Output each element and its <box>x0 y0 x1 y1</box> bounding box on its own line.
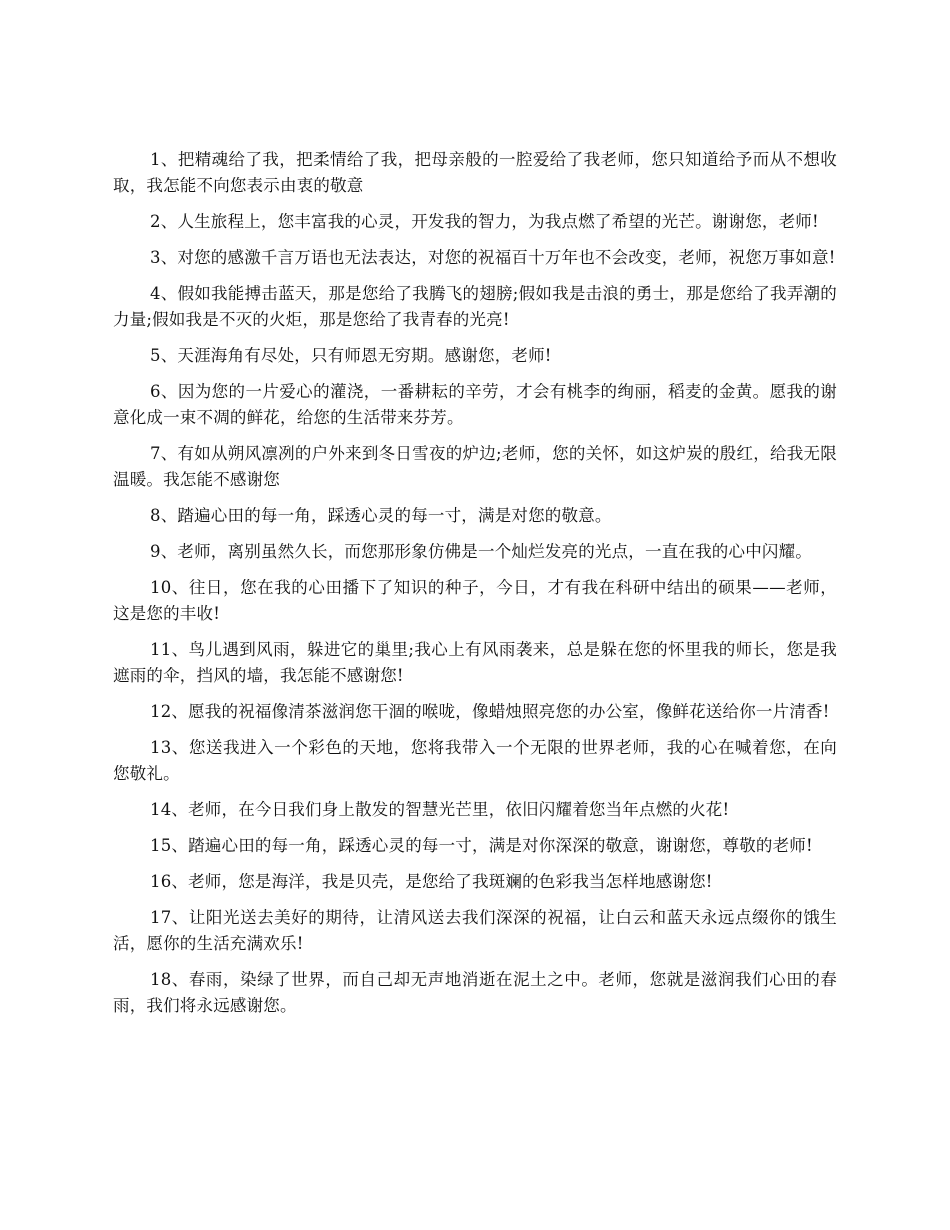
document-body <box>113 147 837 1029</box>
paragraph-4: 4、假如我能搏击蓝天，那是您给了我腾飞的翅膀;假如我是击浪的勇士，那是您给了我弄潮的力量;假如我是不灭的火炬，那是您给了我青春的光亮! <box>113 284 837 329</box>
paragraph-5: 5、天涯海角有尽处，只有师恩无穷期。感谢您，老师! <box>150 346 552 365</box>
paragraph-12: 12、愿我的祝福像清茶滋润您干涸的喉咙，像蜡烛照亮您的办公室，像鲜花送给你一片清香! <box>150 702 830 721</box>
paragraph-7: 7、有如从朔风凛冽的户外来到冬日雪夜的炉边;老师，您的关怀，如这炉炭的殷红，给我无限温暖。我怎能不感谢您 <box>113 444 837 489</box>
paragraph-14: 14、老师，在今日我们身上散发的智慧光芒里，依旧闪耀着您当年点燃的火花! <box>150 800 730 819</box>
paragraph-10: 10、往日，您在我的心田播下了知识的种子，今日，才有我在科研中结出的硕果——老师，这是您的丰收! <box>113 578 837 623</box>
paragraph-17: 17、让阳光送去美好的期待，让清风送去我们深深的祝福，让白云和蓝天永远点缀你的饿生活，愿你的生活充满欢乐! <box>113 908 837 953</box>
paragraph-16: 16、老师，您是海洋，我是贝壳，是您给了我斑斓的色彩我当怎样地感谢您! <box>150 872 713 891</box>
paragraph-2: 2、人生旅程上，您丰富我的心灵，开发我的智力，为我点燃了希望的光芒。谢谢您，老师! <box>150 212 819 231</box>
paragraph-18: 18、春雨，染绿了世界，而自己却无声地消逝在泥土之中。老师，您就是滋润我们心田的春雨，我们将永远感谢您。 <box>113 970 837 1015</box>
paragraph-8: 8、踏遍心田的每一角，踩透心灵的每一寸，满是对您的敬意。 <box>150 506 612 525</box>
paragraph-1: 1、把精魂给了我，把柔情给了我，把母亲般的一腔爱给了我老师，您只知道给予而从不想收取，我怎能不向您表示由衷的敬意 <box>113 150 837 195</box>
paragraph-6: 6、因为您的一片爱心的灌浇，一番耕耘的辛劳，才会有桃李的绚丽，稻麦的金黄。愿我的谢意化成一束不凋的鲜花，给您的生活带来芬芳。 <box>113 382 837 427</box>
paragraph-13: 13、您送我进入一个彩色的天地，您将我带入一个无限的世界老师，我的心在喊着您，在向您敬礼。 <box>113 738 837 783</box>
paragraph-9: 9、老师，离别虽然久长，而您那形象仿佛是一个灿烂发亮的光点，一直在我的心中闪耀。 <box>150 542 812 561</box>
paragraph-11: 11、鸟儿遇到风雨，躲进它的巢里;我心上有风雨袭来，总是躲在您的怀里我的师长，您是我遮雨的伞，挡风的墙，我怎能不感谢您! <box>113 640 837 685</box>
paragraph-3: 3、对您的感激千言万语也无法表达，对您的祝福百十万年也不会改变，老师，祝您万事如意! <box>150 248 836 267</box>
paragraph-15: 15、踏遍心田的每一角，踩透心灵的每一寸，满是对你深深的敬意，谢谢您，尊敬的老师! <box>150 836 813 855</box>
